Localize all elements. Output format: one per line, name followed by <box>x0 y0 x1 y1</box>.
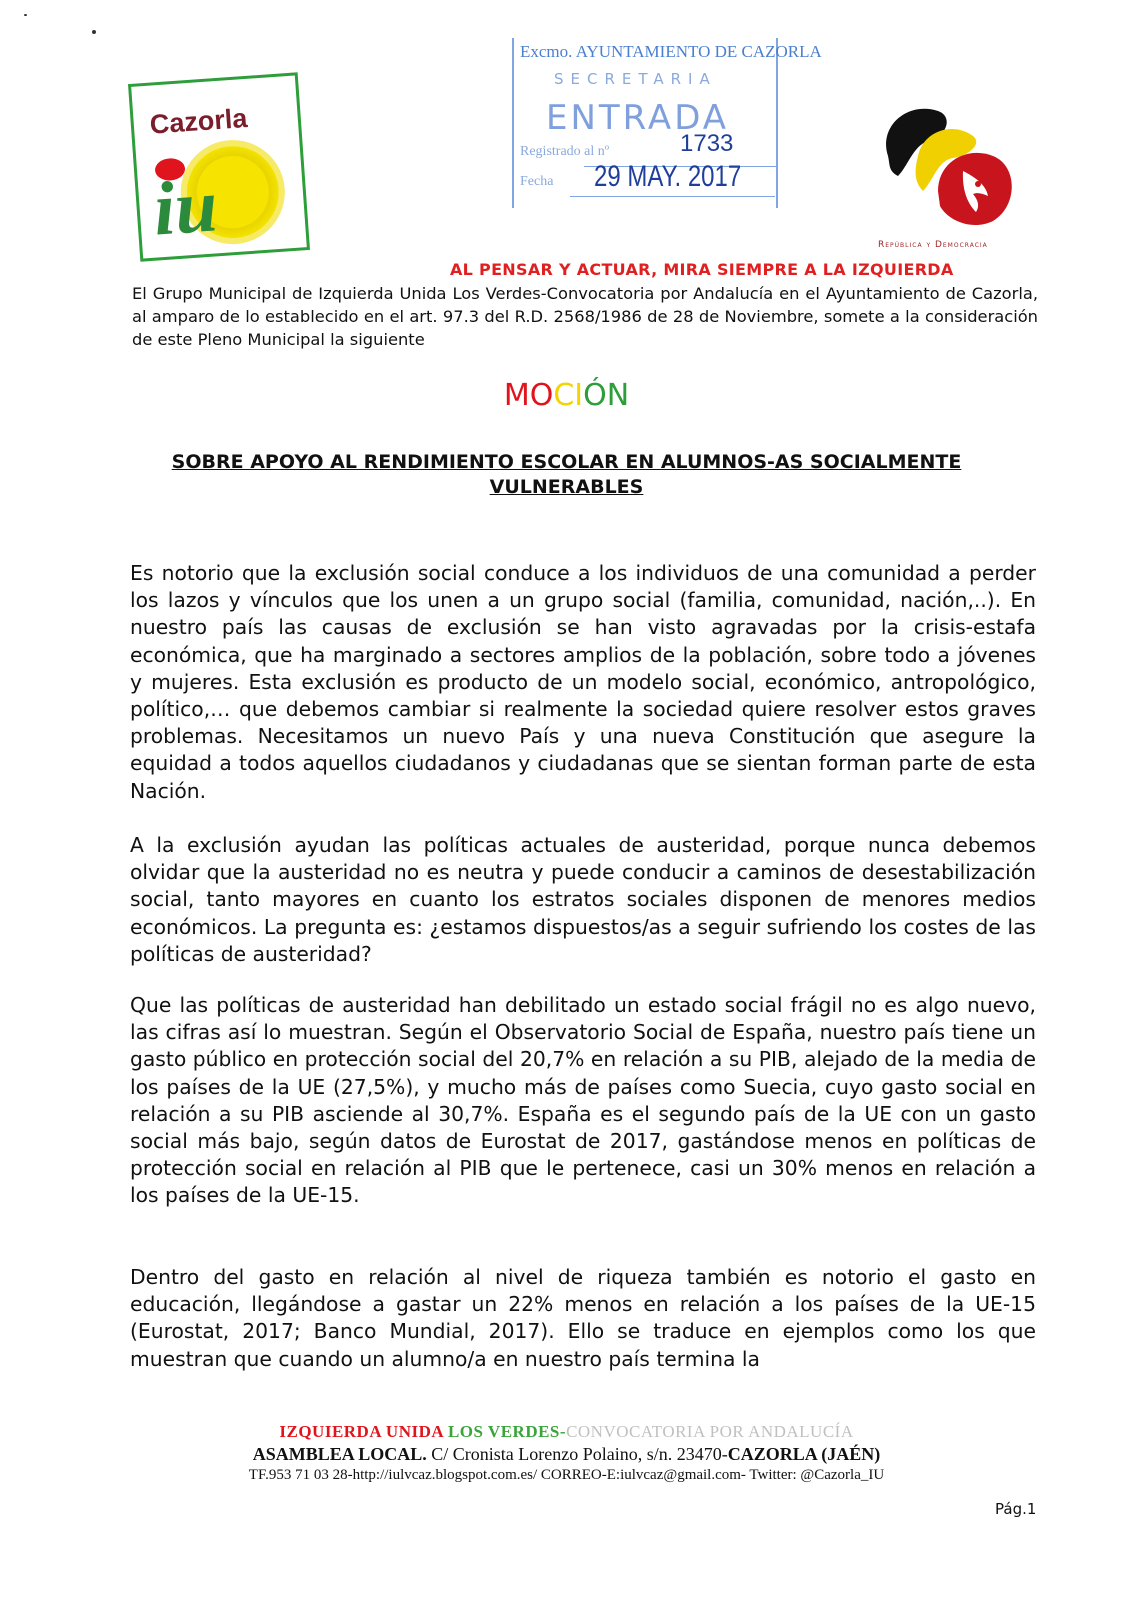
body-paragraph: A la exclusión ayudan las políticas actuales de austeridad, porque nunca debemos olvidar que la austeridad no es neutra y puede conducir a caminos de desestabilización social, tanto mayores en cuanto los estratos sociales disponen de menores medios económicos. La pregunta es: ¿estamos dispuestos/as a seguir sufriendo los costes de las políticas de austeridad? <box>130 833 1036 966</box>
page-number: Pág.1 <box>995 1500 1037 1518</box>
motion-title-part: MO <box>503 378 554 413</box>
right-logo-caption: República y Democracia <box>878 240 988 250</box>
stamp-registered-number: 1733 <box>680 130 734 157</box>
footer-org-red: IZQUIERDA UNIDA <box>279 1422 448 1441</box>
scan-speck <box>24 14 27 16</box>
stamp-registered-label: Registrado al nº <box>520 144 610 159</box>
republica-democracia-logo <box>868 96 1028 236</box>
stamp-entrada: ENTRADA <box>546 98 730 138</box>
body-paragraph: Que las políticas de austeridad han debilitado un estado social frágil no es algo nuevo, las cifras así lo muestran. Según el Observatorio Social de España, nuestro país tiene un gasto público en protección social del 20,7% en relación a su PIB, alejado de la media de los países de la UE (27,5%), y mucho más de países como Suecia, cuyo gasto social en relación a su PIB asciende al 30,7%. España es el segundo país de la UE con un gasto social más bajo, según datos de Eurostat de 2017, gastándose menos en políticas de protección social en relación al PIB que le pertenece, casi un 30% menos en relación a los países de la UE-15. <box>130 993 1036 1208</box>
stamp-institution: Excmo. AYUNTAMIENTO DE CAZORLA <box>520 42 822 61</box>
iu-cazorla-logo <box>128 72 310 261</box>
stamp-rule <box>570 196 775 197</box>
motion-title-part: ÓN <box>583 378 630 413</box>
footer <box>0 1422 1133 1484</box>
registry-stamp <box>512 38 822 208</box>
stamp-secretaria: SECRETARIA <box>554 70 717 88</box>
footer-street: C/ Cronista Lorenzo Polaino, s/n. 23470- <box>426 1444 728 1464</box>
footer-address <box>0 1444 1133 1465</box>
logo-city-name: Cazorla <box>148 102 249 140</box>
motion-subject: SOBRE APOYO AL RENDIMIENTO ESCOLAR EN ALUMNOS-AS SOCIALMENTE VULNERABLES <box>171 451 962 498</box>
footer-assembly: ASAMBLEA LOCAL. <box>252 1444 427 1464</box>
body-paragraph: Dentro del gasto en relación al nivel de riqueza también es notorio el gasto en educación, llegándose a gastar un 22% menos en relación a los países de la UE-15 (Eurostat, 2017; Banco Mundial, 2017). Ello se traduce en ejemplos como los que muestran que cuando un alumno/a en nuestro país termina la <box>130 1265 1036 1371</box>
stamp-date-label: Fecha <box>520 174 554 189</box>
motion-title-part: CI <box>553 378 584 413</box>
slogan: AL PENSAR Y ACTUAR, MIRA SIEMPRE A LA IZQUIERDA <box>450 260 954 279</box>
stamp-date: 29 MAY. 2017 <box>594 160 742 193</box>
motion-title <box>0 378 1133 413</box>
footer-city: CAZORLA (JAÉN) <box>727 1444 881 1464</box>
logo-iu-letters: iu <box>150 163 220 252</box>
footer-organization <box>0 1422 1133 1442</box>
body-paragraph: Es notorio que la exclusión social conduce a los individuos de una comunidad a perder los lazos y vínculos que los unen a un grupo social (familia, comunidad, nación,..). En nuestro país las causas de exclusión se han visto agravadas por la crisis-estafa económica, que ha marginado a sectores amplios de la población, sobre todo a jóvenes y mujeres. Esta exclusión es producto de un modelo social, económico, antropológico, político,… que debemos cambiar si realmente la sociedad quiere resolver estos graves problemas. Necesitamos un nuevo País y una nueva Constitución que asegure la equidad a todos aquellos ciudadanos y ciudadanas que se sientan forman parte de esta Nación. <box>130 561 1036 803</box>
footer-contact: TF.953 71 03 28-http://iulvcaz.blogspot.com.es/ CORREO-E:iulvcaz@gmail.com- Twitter: @Cazorla_IU <box>248 1467 885 1483</box>
intro-paragraph: El Grupo Municipal de Izquierda Unida Los Verdes-Convocatoria por Andalucía en el Ayuntamiento de Cazorla, al amparo de lo establecido en el art. 97.3 del R.D. 2568/1986 de 28 de Noviembre, somete a la consideración de este Pleno Municipal la siguiente <box>132 284 1038 349</box>
footer-org-green: LOS VERDES- <box>447 1422 567 1441</box>
scan-speck <box>92 30 96 34</box>
footer-org-grey: CONVOCATORIA POR ANDALUCÍA <box>566 1422 854 1441</box>
